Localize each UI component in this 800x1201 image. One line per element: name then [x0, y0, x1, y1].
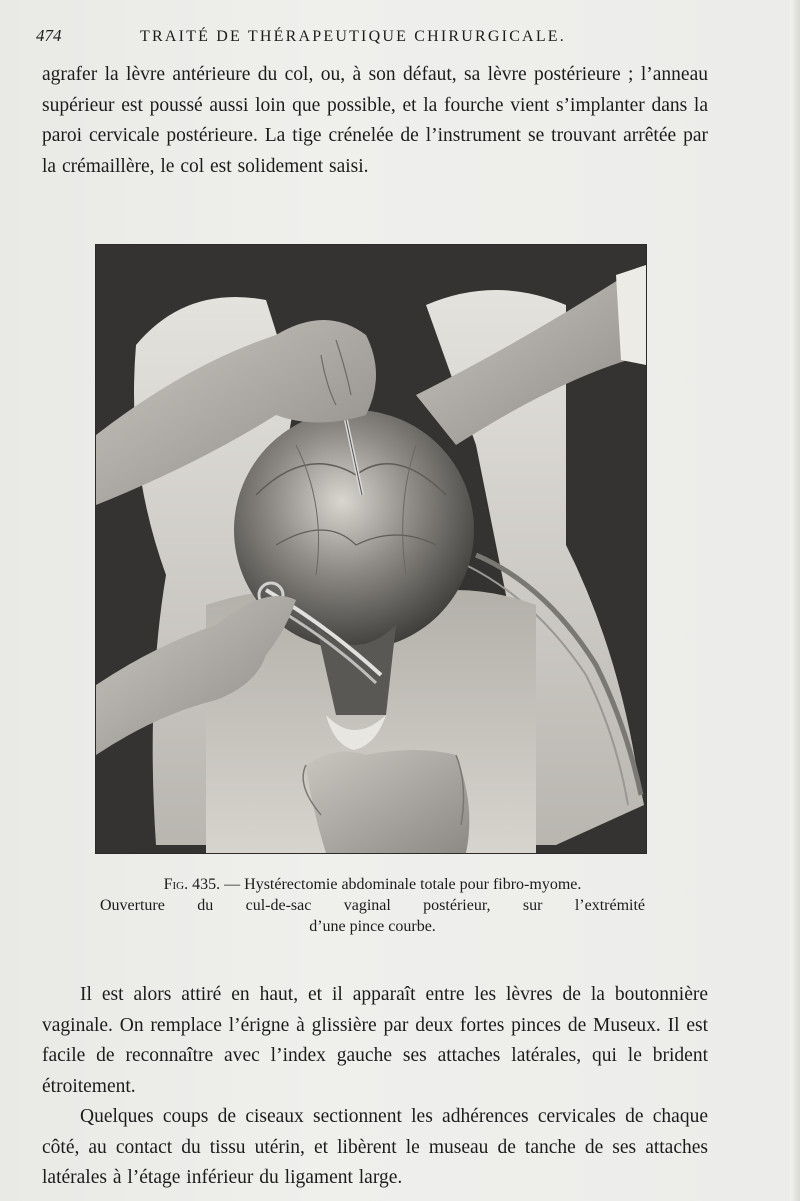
page-number: 474 [36, 26, 62, 45]
caption-line-2: Ouverture du cul-de-sac vaginal postérieur, sur l’extrémité [100, 897, 645, 914]
page-edge [790, 0, 800, 1201]
body-text [42, 980, 708, 1194]
surgery-engraving-image [96, 245, 646, 853]
paragraph-text: agrafer la lèvre antérieure du col, ou, à son défaut, sa lèvre postérieure ; l’anneau supérieur est poussé aussi loin que possible, et la fourche vient s’implanter dans la paroi cervicale postérieure. La tige crénelée de l’instrument se trouvant arrêtée par la crémaillère, le col est solidement saisi. [42, 64, 708, 177]
running-head-title: TRAITÉ DE THÉRAPEUTIQUE CHIRURGICALE. [140, 28, 566, 45]
caption-line-3: d’une pince courbe. [309, 918, 436, 935]
paragraph-2: Quelques coups de ciseaux sectionnent les adhérences cervicales de chaque côté, au contact du tissu utérin, et libèrent le museau de tanche de ses attaches latérales à l’étage inférieur du ligament large. [42, 1106, 708, 1188]
surgical-illustration [95, 244, 647, 854]
figure-caption [100, 874, 645, 937]
caption-line-1 [100, 874, 645, 895]
caption-title: — Hystérectomie abdominale totale pour fibro-myome. [220, 876, 582, 893]
figure-label: Fig. 435. [163, 876, 221, 893]
top-paragraph [42, 60, 708, 182]
running-head [36, 26, 736, 50]
paragraph-1: Il est alors attiré en haut, et il apparaît entre les lèvres de la boutonnière vaginale. On remplace l’érigne à glissière par deux fortes pinces de Museux. Il est facile de reconnaître avec l’index gauche ses attaches latérales, qui le brident étroitement. [42, 984, 708, 1097]
